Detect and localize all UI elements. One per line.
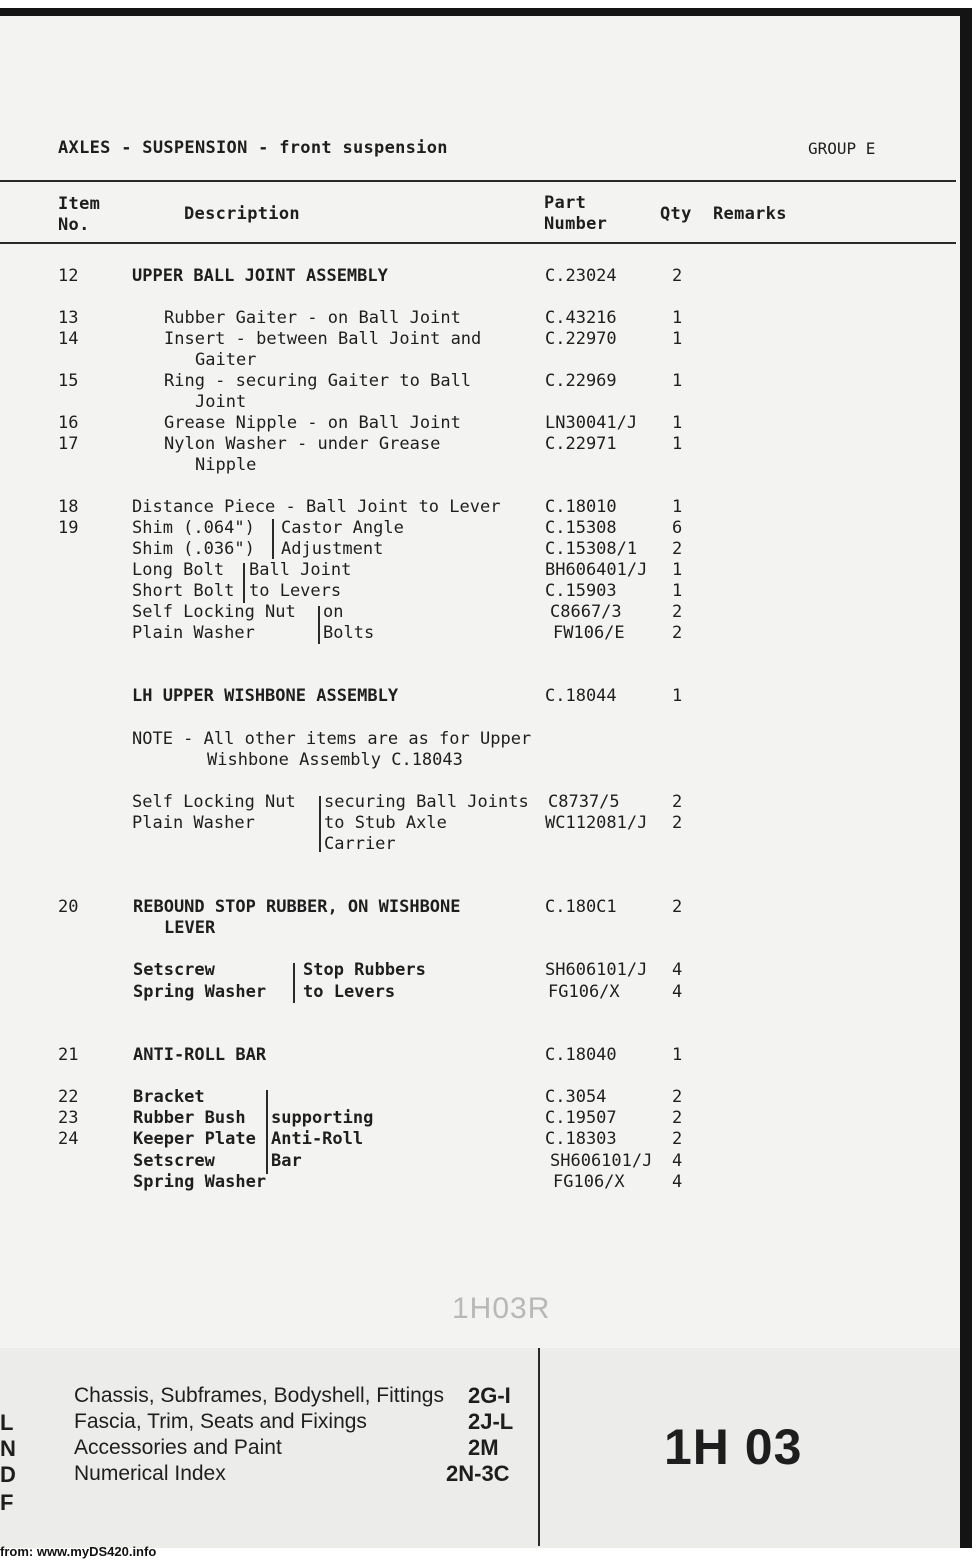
part-number: C.15903 (545, 581, 617, 601)
description: Setscrew (133, 1151, 215, 1171)
part-number: C.3054 (545, 1087, 607, 1107)
table-row (0, 750, 960, 771)
index-entry-code: 2N-3C (446, 1461, 510, 1486)
part-number: C.22969 (545, 371, 617, 391)
item-number: 24 (58, 1129, 79, 1149)
description: Self Locking Nut (132, 792, 296, 812)
table-row (0, 729, 960, 750)
table-row (0, 1151, 960, 1172)
description: Rubber Bush (133, 1108, 246, 1128)
column-part-label-2: Number (544, 214, 608, 234)
group-note: securing Ball Joints (324, 792, 529, 812)
header-bottom-rule (0, 242, 956, 244)
description-continued: Gaiter (195, 350, 257, 370)
group-note: Castor Angle (281, 518, 404, 538)
quantity: 2 (672, 623, 683, 643)
part-number: FW106/E (553, 623, 625, 643)
part-number: C8667/3 (550, 602, 622, 622)
quantity: 2 (672, 1108, 683, 1128)
description: Grease Nipple - on Ball Joint (164, 413, 461, 433)
description: Ring - securing Gaiter to Ball (164, 371, 472, 391)
page-title: AXLES - SUSPENSION - front suspension (58, 138, 448, 158)
table-row (0, 560, 960, 581)
item-number: 15 (58, 371, 79, 391)
index-entry-letter: F (0, 1490, 14, 1515)
index-entry-code: 2M (468, 1435, 499, 1460)
table-row (0, 1129, 960, 1150)
source-credit: from: www.myDS420.info (0, 1544, 157, 1559)
description: Short Bolt (132, 581, 235, 601)
description: Plain Washer (132, 623, 255, 643)
table-row (0, 918, 960, 939)
table-row (0, 371, 960, 392)
index-entry-name: Fascia, Trim, Seats and Fixings (74, 1410, 367, 1433)
part-number: C.19507 (545, 1108, 617, 1128)
description: Self Locking Nut (132, 602, 296, 622)
bracket-line (293, 963, 295, 1003)
description: Keeper Plate (133, 1129, 256, 1149)
item-number: 20 (58, 897, 79, 917)
part-number: LN30041/J (545, 413, 638, 433)
item-number: 22 (58, 1087, 79, 1107)
index-entry-letter: L (0, 1410, 14, 1435)
group-note: to Stub Axle (324, 813, 447, 833)
item-number: 14 (58, 329, 79, 349)
group-note: Anti-Roll (271, 1129, 364, 1149)
table-row (0, 308, 960, 329)
column-description-label: Description (184, 204, 300, 224)
fiche-number: 1H 03 (664, 1419, 803, 1475)
part-number: C.180C1 (545, 897, 617, 917)
quantity: 4 (672, 1172, 683, 1192)
description-continued: Joint (195, 392, 247, 412)
table-row (0, 602, 960, 623)
quantity: 1 (672, 560, 683, 580)
table-row (0, 813, 960, 834)
part-number: C.18010 (545, 497, 617, 517)
table-row (0, 329, 960, 350)
quantity: 6 (672, 518, 683, 538)
part-number: BH606401/J (545, 560, 648, 580)
description: UPPER BALL JOINT ASSEMBLY (132, 266, 388, 286)
index-entry-letter: N (0, 1436, 16, 1461)
scan-top-border (0, 8, 968, 16)
table-row (0, 960, 960, 981)
item-number: 23 (58, 1108, 79, 1128)
footer-divider (538, 1348, 540, 1546)
description: Long Bolt (132, 560, 225, 580)
quantity: 1 (672, 329, 683, 349)
description: Spring Washer (133, 982, 267, 1002)
description: Distance Piece - Ball Joint to Lever (132, 497, 501, 517)
quantity: 1 (672, 686, 683, 706)
quantity: 1 (672, 581, 683, 601)
description: Nylon Washer - under Grease (164, 434, 441, 454)
description: Bracket (133, 1087, 205, 1107)
table-row (0, 1045, 960, 1066)
item-number: 12 (58, 266, 79, 286)
part-number: C.18044 (545, 686, 617, 706)
item-number: 16 (58, 413, 79, 433)
table-row (0, 392, 960, 413)
part-number: FG106/X (548, 982, 620, 1002)
table-row (0, 497, 960, 518)
description: Shim (.036") (132, 539, 255, 559)
group-note: to Levers (249, 581, 342, 601)
index-entry-name: Numerical Index (74, 1462, 226, 1485)
table-row (0, 434, 960, 455)
item-number: 19 (58, 518, 79, 538)
part-number: C.18303 (545, 1129, 617, 1149)
quantity: 2 (672, 813, 683, 833)
index-entry-code: 2J-L (468, 1409, 514, 1434)
table-row (0, 581, 960, 602)
quantity: 4 (672, 960, 683, 980)
description: Insert - between Ball Joint and (164, 329, 482, 349)
table-row (0, 350, 960, 371)
description: Plain Washer (132, 813, 255, 833)
note-text: NOTE - All other items are as for Upper (132, 729, 532, 749)
description: LH UPPER WISHBONE ASSEMBLY (132, 686, 399, 706)
part-number: C.22971 (545, 434, 617, 454)
description: Shim (.064") (132, 518, 255, 538)
index-entry-name: Chassis, Subframes, Bodyshell, Fittings (74, 1384, 444, 1407)
column-remarks-label: Remarks (713, 204, 787, 224)
header-top-rule (0, 180, 956, 182)
bracket-line (272, 519, 274, 559)
quantity: 2 (672, 539, 683, 559)
table-row (0, 686, 960, 707)
part-number: C.18040 (545, 1045, 617, 1065)
part-number: SH606101/J (550, 1151, 653, 1171)
group-note: supporting (271, 1108, 374, 1128)
part-number: C.15308 (545, 518, 617, 538)
description-continued: LEVER (164, 918, 216, 938)
description: REBOUND STOP RUBBER, ON WISHBONE (133, 897, 461, 917)
item-number: 13 (58, 308, 79, 328)
quantity: 2 (672, 602, 683, 622)
table-row (0, 413, 960, 434)
group-note: Bolts (323, 623, 375, 643)
description: Spring Washer (133, 1172, 267, 1192)
column-item-label-2: No. (58, 215, 90, 235)
quantity: 1 (672, 413, 683, 433)
group-note: on (323, 602, 344, 622)
scan-right-border (960, 8, 972, 1548)
bracket-line (266, 1090, 268, 1174)
bracket-line (243, 563, 245, 603)
description: Rubber Gaiter - on Ball Joint (164, 308, 461, 328)
table-row (0, 1087, 960, 1108)
table-row (0, 982, 960, 1003)
item-number: 17 (58, 434, 79, 454)
fiche-stamp: 1H03R (452, 1292, 551, 1325)
quantity: 2 (672, 897, 683, 917)
description: Setscrew (133, 960, 215, 980)
group-note: Bar (271, 1151, 302, 1171)
index-entry-name: Accessories and Paint (74, 1436, 282, 1459)
part-number: FG106/X (553, 1172, 625, 1192)
group-note: Stop Rubbers (303, 960, 426, 980)
column-qty-label: Qty (660, 204, 692, 224)
item-number: 21 (58, 1045, 79, 1065)
column-part-label-1: Part (544, 193, 587, 213)
quantity: 2 (672, 266, 683, 286)
table-row (0, 266, 960, 287)
item-number: 18 (58, 497, 79, 517)
description: ANTI-ROLL BAR (133, 1045, 267, 1065)
quantity: 4 (672, 982, 683, 1002)
table-row (0, 897, 960, 918)
index-entry-code: 2G-I (468, 1383, 511, 1408)
quantity: 1 (672, 497, 683, 517)
group-note: Adjustment (281, 539, 384, 559)
group-label: GROUP E (808, 139, 876, 158)
quantity: 1 (672, 371, 683, 391)
bracket-line (318, 606, 320, 644)
quantity: 2 (672, 792, 683, 812)
group-note: Carrier (324, 834, 396, 854)
group-note: to Levers (303, 982, 396, 1002)
note-text-continued: Wishbone Assembly C.18043 (207, 750, 463, 770)
index-entry-letter: D (0, 1462, 16, 1487)
table-row (0, 623, 960, 644)
part-number: C8737/5 (548, 792, 620, 812)
table-row (0, 455, 960, 476)
quantity: 1 (672, 434, 683, 454)
table-row (0, 834, 960, 855)
quantity: 4 (672, 1151, 683, 1171)
quantity: 1 (672, 1045, 683, 1065)
table-row (0, 792, 960, 813)
quantity: 2 (672, 1129, 683, 1149)
part-number: C.15308/1 (545, 539, 638, 559)
description-continued: Nipple (195, 455, 257, 475)
part-number: SH606101/J (545, 960, 648, 980)
table-row (0, 1108, 960, 1129)
column-item-label-1: Item (58, 194, 101, 214)
bracket-line (319, 796, 321, 852)
part-number: C.43216 (545, 308, 617, 328)
table-row (0, 1172, 960, 1193)
quantity: 2 (672, 1087, 683, 1107)
part-number: WC112081/J (545, 813, 648, 833)
table-row (0, 518, 960, 539)
table-row (0, 539, 960, 560)
quantity: 1 (672, 308, 683, 328)
part-number: C.23024 (545, 266, 617, 286)
part-number: C.22970 (545, 329, 617, 349)
group-note: Ball Joint (249, 560, 352, 580)
